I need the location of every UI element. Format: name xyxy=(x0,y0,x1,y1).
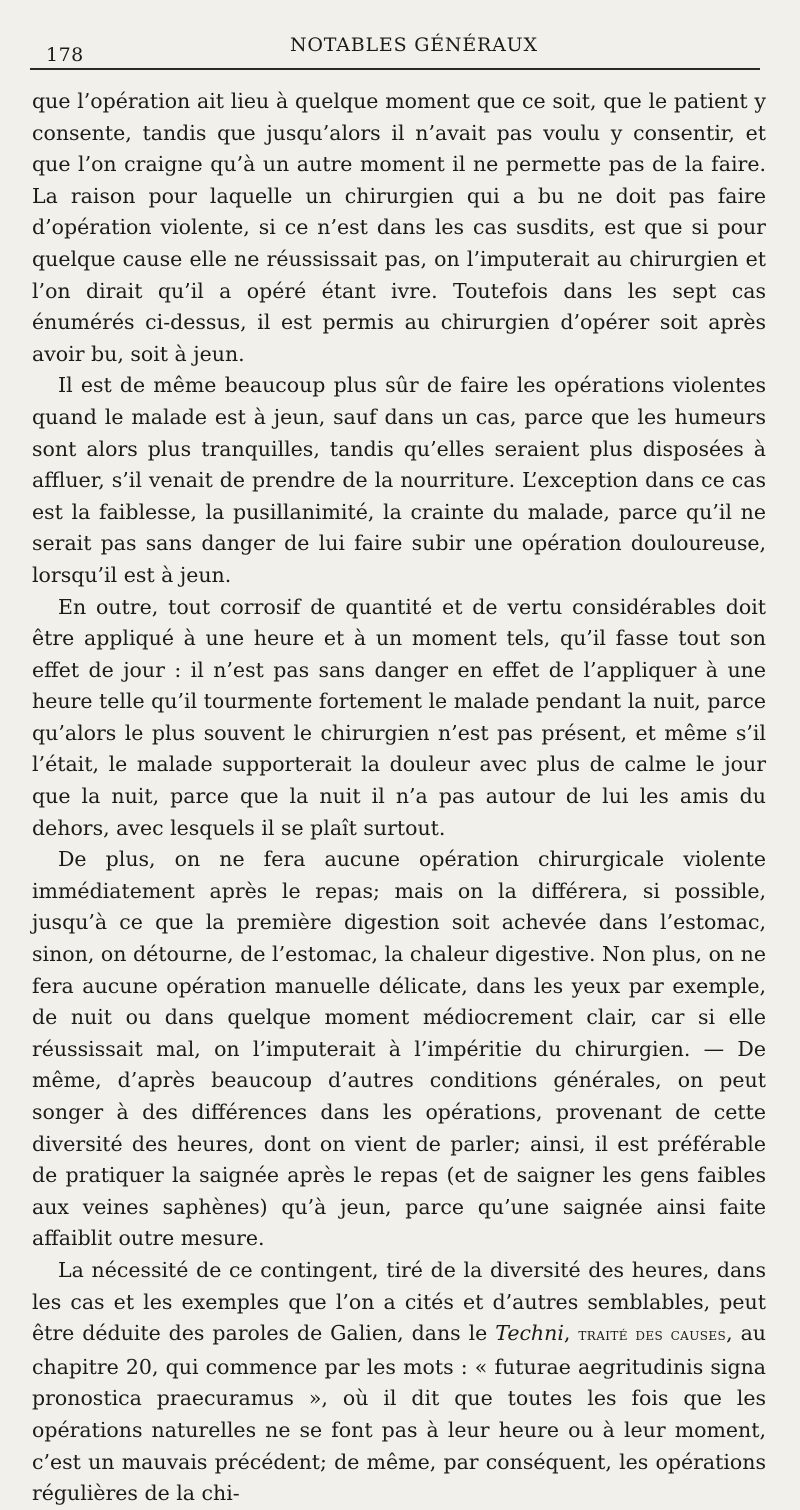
page-number: 178 xyxy=(46,44,84,66)
paragraph-1: que l’opération ait lieu à quelque moment que ce soit, que le patient y consente, tandis que jusqu’alors il n’avait pas voulu y consentir, et que l’on craigne qu’à un autre moment il ne permette pas de la faire. La raison pour laquelle un chirurgien qui a bu ne doit pas faire d’opération violente, si ce n’est dans les cas susdits, est que si pour quelque cause elle ne réussissait pas, on l’imputerait au chirurgien et l’on dirait qu’il a opéré étant ivre. Toutefois dans les sept cas énumérés ci-dessus, il est permis au chirurgien d’opérer soit après avoir bu, soit à jeun. xyxy=(32,89,766,366)
paragraph-2: Il est de même beaucoup plus sûr de faire les opérations violentes quand le malade est à jeun, sauf dans un cas, parce que les humeurs sont alors plus tranquilles, tandis qu’elles seraient plus disposées à affluer, s’il venait de prendre de la nourriture. L’exception dans ce cas est la faiblesse, la pusillanimité, la crainte du malade, parce qu’il ne serait pas sans danger de lui faire subir une opération douloureuse, lorsqu’il est à jeun. xyxy=(32,373,766,587)
italic-title-techni: Techni xyxy=(495,1321,564,1346)
paragraph-5 xyxy=(32,1255,766,1510)
paragraph-5-text-before: La nécessité de ce contingent, tiré de la diversité des heures, dans les cas et les exemples que l’on a cités et d’autres semblables, peut être déduite des paroles de Galien, dans le xyxy=(32,1257,766,1346)
paragraph-3: En outre, tout corrosif de quantité et de vertu considérables doit être appliqué à une heure et à un moment tels, qu’il fasse tout son effet de jour : il n’est pas sans danger en effet de l’appliquer à une heure telle qu’il tourmente fortement le malade pendant la nuit, parce qu’alors le plus souvent le chirurgien n’est pas présent, et même s’il l’était, le malade supporterait la douleur avec plus de calme le jour que la nuit, parce que la nuit il n’a pas autour de lui les amis du dehors, avec lesquels il se plaît surtout. xyxy=(32,594,766,840)
running-head: NOTABLES GÉNÉRAUX xyxy=(290,34,538,56)
header-rule xyxy=(30,68,760,70)
page-header xyxy=(30,28,760,70)
paragraph-4: De plus, on ne fera aucune opération chirurgicale violente immédiatement après le repas; mais on la différera, si possible, jusqu’à ce que la première digestion soit achevée dans l’estomac, sinon, on détourne, de l’estomac, la chaleur digestive. Non plus, on ne fera aucune opération manuelle délicate, dans les yeux par exemple, de nuit ou dans quelque moment médiocrement clair, car si elle réussissait mal, on l’imputerait à l’impéritie du chirurgien. — De même, d’après beaucoup d’autres conditions générales, on peut songer à des différences dans les opérations, provenant de cette diversité des heures, dont on vient de parler; ainsi, il est préférable de pratiquer la saignée après le repas (et de saigner les gens faibles aux veines saphènes) qu’à jeun, parce qu’une saignée ainsi faite affaiblit outre mesure. xyxy=(32,847,766,1251)
paragraph-5-text-mid: , xyxy=(563,1321,579,1346)
paragraph-5-text-after: , au chapitre 20, qui commence par les mots : « futurae aegritudinis signa pronostica praecuramus », où il dit que toutes les fois que les opérations naturelles ne se font pas à leur heure ou à leur moment, c’est un mauvais précédent; de même, par conséquent, les opérations régulières de la chi- xyxy=(32,1321,767,1506)
small-caps-title: traité des causes xyxy=(578,1325,727,1346)
body-text xyxy=(32,86,766,1510)
